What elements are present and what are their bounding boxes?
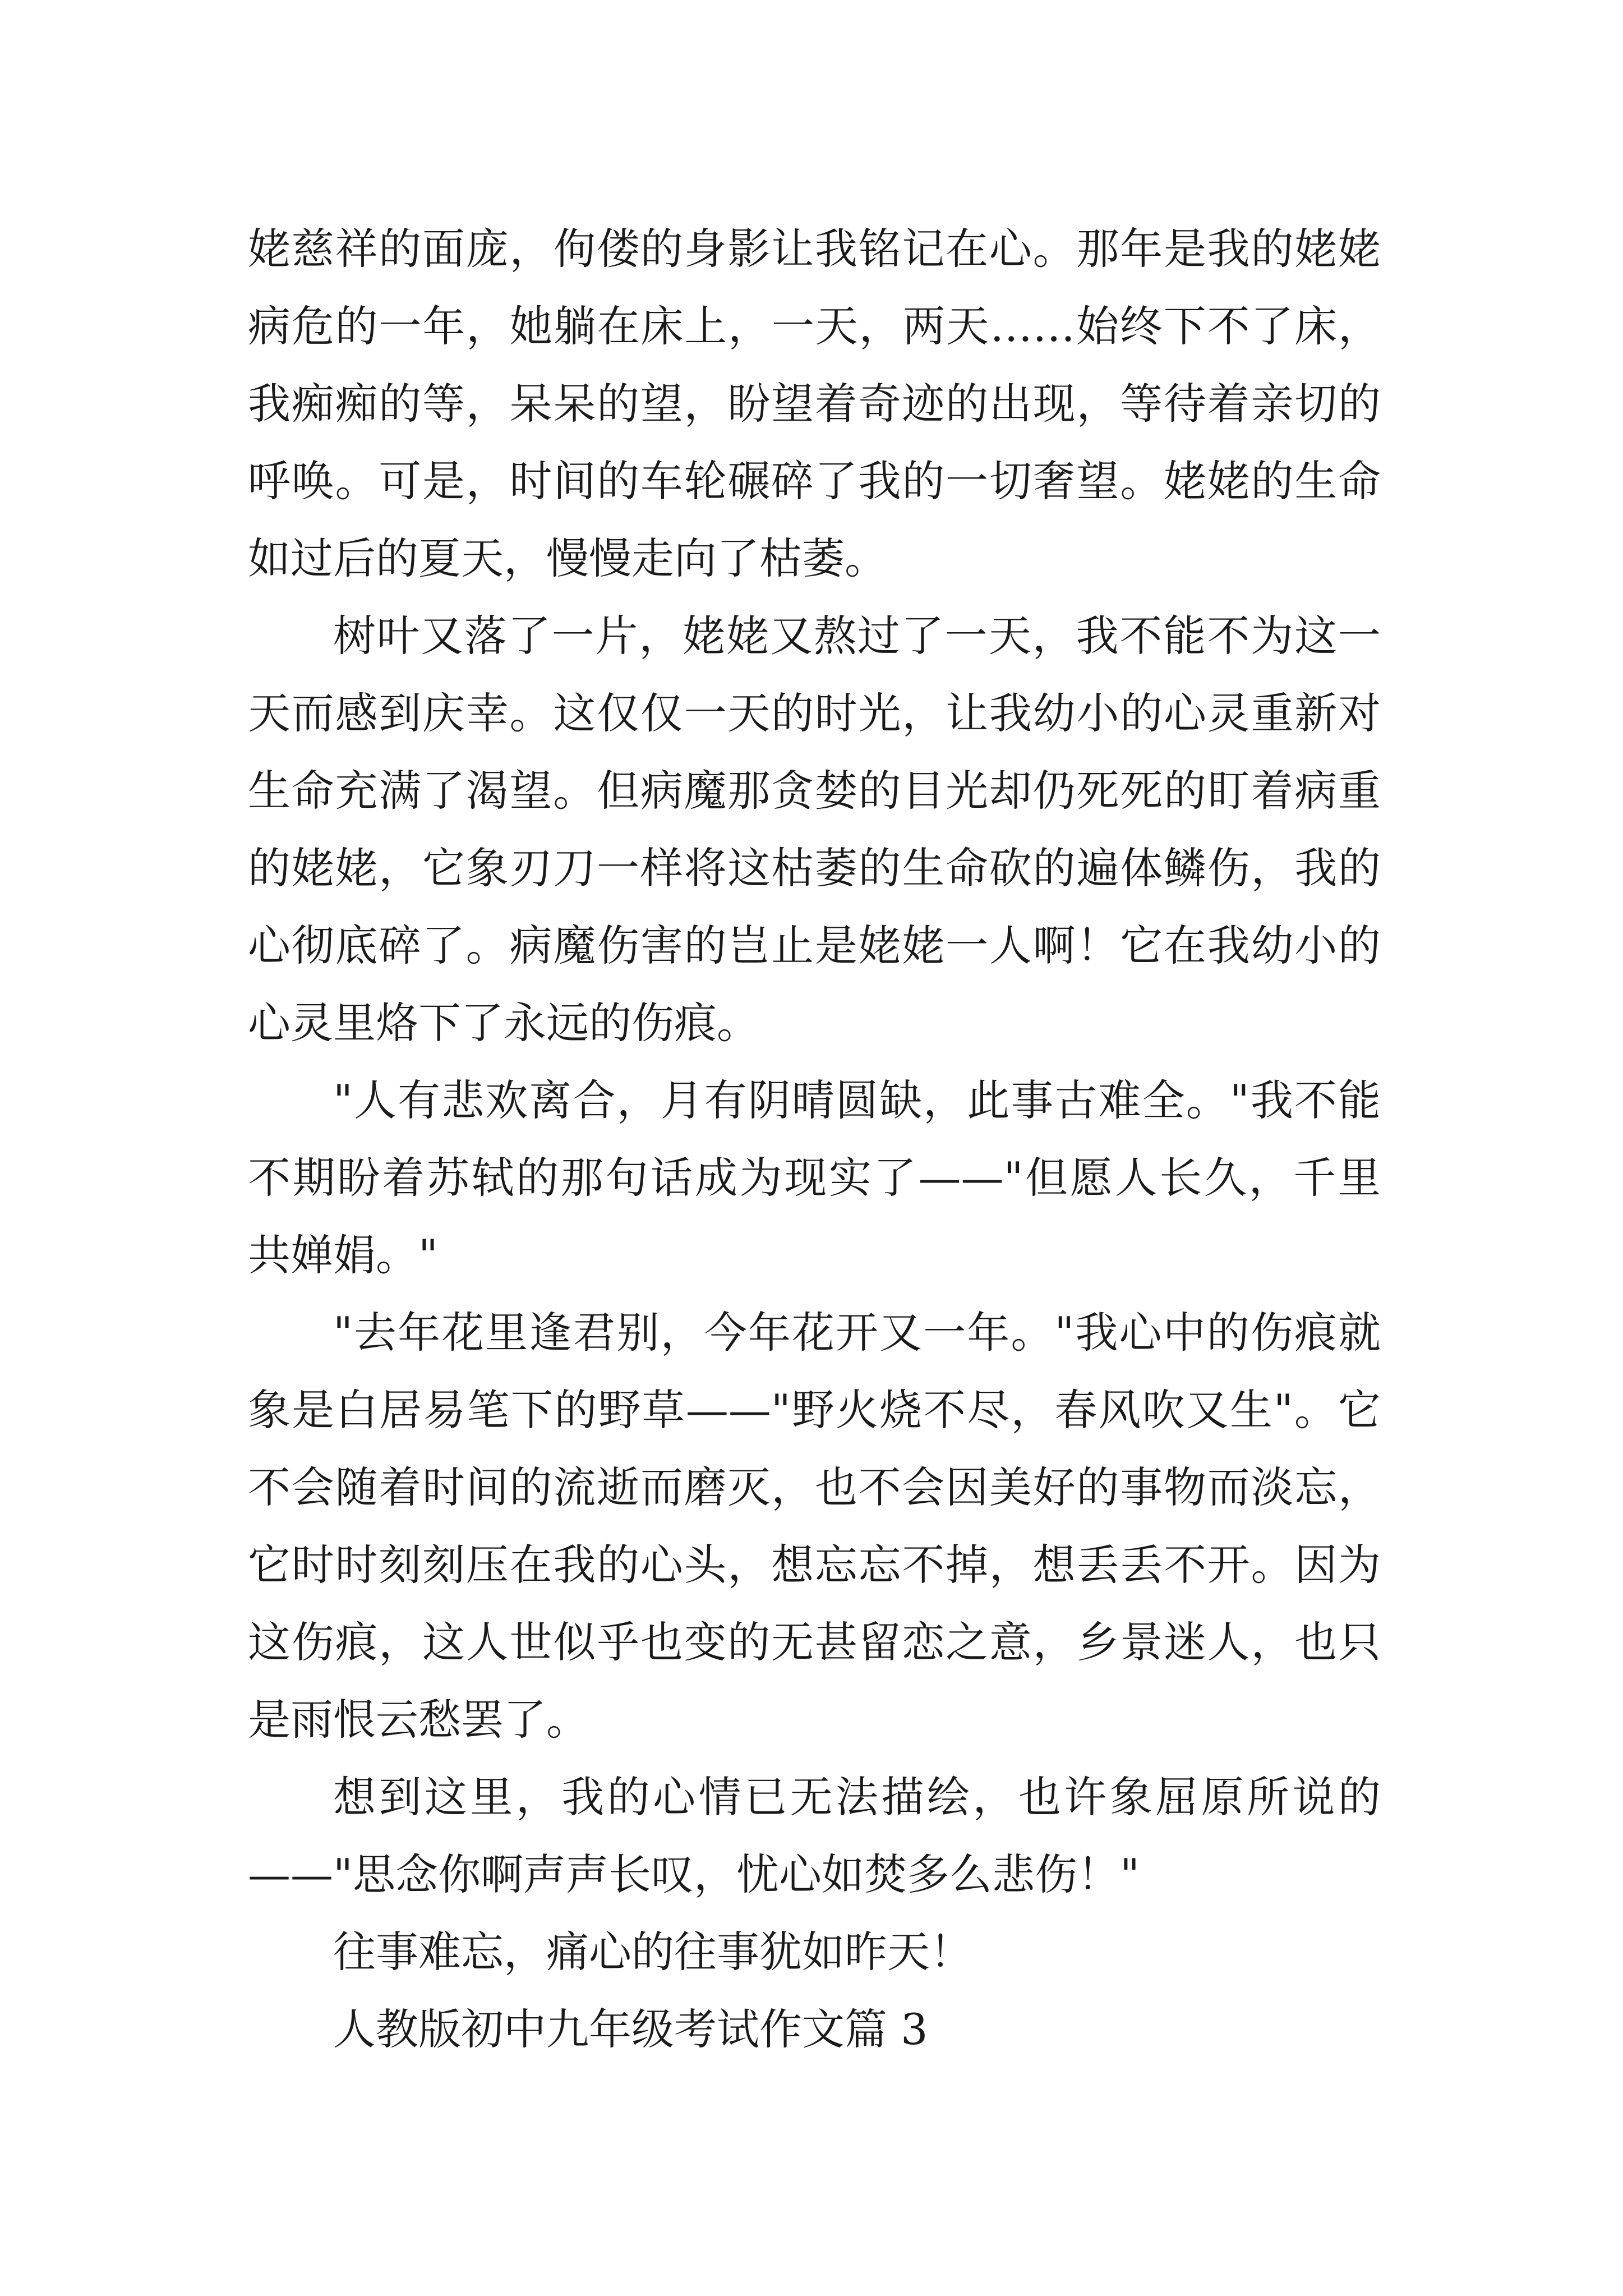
text-line: 是雨恨云愁罢了。 — [248, 1695, 589, 1745]
text-line: 不会随着时间的流逝而磨灭，也不会因美好的事物而淡忘， — [248, 1462, 1381, 1512]
text-line: 生命充满了渴望。但病魔那贪婪的目光却仍死死的盯着病重 — [248, 766, 1381, 816]
text-line: 心灵里烙下了永远的伤痕。 — [248, 998, 759, 1048]
paragraph-start-line: 想到这里，我的心情已无法描绘，也许象屈原所说的 — [333, 1772, 1381, 1822]
text-line: 我痴痴的等，呆呆的望，盼望着奇迹的出现，等待着亲切的 — [248, 379, 1381, 429]
paragraph-start-line: "去年花里逢君别，今年花开又一年。"我心中的伤痕就 — [333, 1308, 1381, 1358]
paragraph-start-line: 往事难忘，痛心的往事犹如昨天！ — [333, 1927, 972, 1977]
essay-body — [248, 210, 1381, 2068]
text-line: 呼唤。可是，时间的车轮碾碎了我的一切奢望。姥姥的生命 — [248, 456, 1381, 506]
paragraph-start-line: 树叶又落了一片，姥姥又熬过了一天，我不能不为这一 — [333, 611, 1381, 661]
text-line: 的姥姥，它象刃刀一样将这枯萎的生命砍的遍体鳞伤，我的 — [248, 843, 1381, 893]
text-line: 它时时刻刻压在我的心头，想忘忘不掉，想丢丢不开。因为 — [248, 1540, 1381, 1590]
text-line: ——"思念你啊声声长叹，忧心如焚多么悲伤！" — [248, 1849, 1140, 1899]
paragraph-start-line: "人有悲欢离合，月有阴晴圆缺，此事古难全。"我不能 — [333, 1075, 1381, 1125]
text-line: 天而感到庆幸。这仅仅一天的时光，让我幼小的心灵重新对 — [248, 688, 1381, 738]
text-line: 不期盼着苏轼的那句话成为现实了——"但愿人长久，千里 — [248, 1153, 1381, 1203]
section-heading: 人教版初中九年级考试作文篇 3 — [333, 2004, 928, 2054]
text-line: 病危的一年，她躺在床上，一天，两天……始终下不了床， — [248, 301, 1381, 351]
text-line: 这伤痕，这人世似乎也变的无甚留恋之意，乡景迷人，也只 — [248, 1617, 1381, 1667]
text-line: 姥慈祥的面庞，佝偻的身影让我铭记在心。那年是我的姥姥 — [248, 224, 1381, 274]
text-line: 心彻底碎了。病魔伤害的岂止是姥姥一人啊！它在我幼小的 — [248, 921, 1381, 970]
text-line: 共婵娟。" — [248, 1230, 438, 1280]
text-line: 象是白居易笔下的野草——"野火烧不尽，春风吹又生"。它 — [248, 1385, 1381, 1435]
text-line: 如过后的夏天，慢慢走向了枯萎。 — [248, 533, 887, 583]
